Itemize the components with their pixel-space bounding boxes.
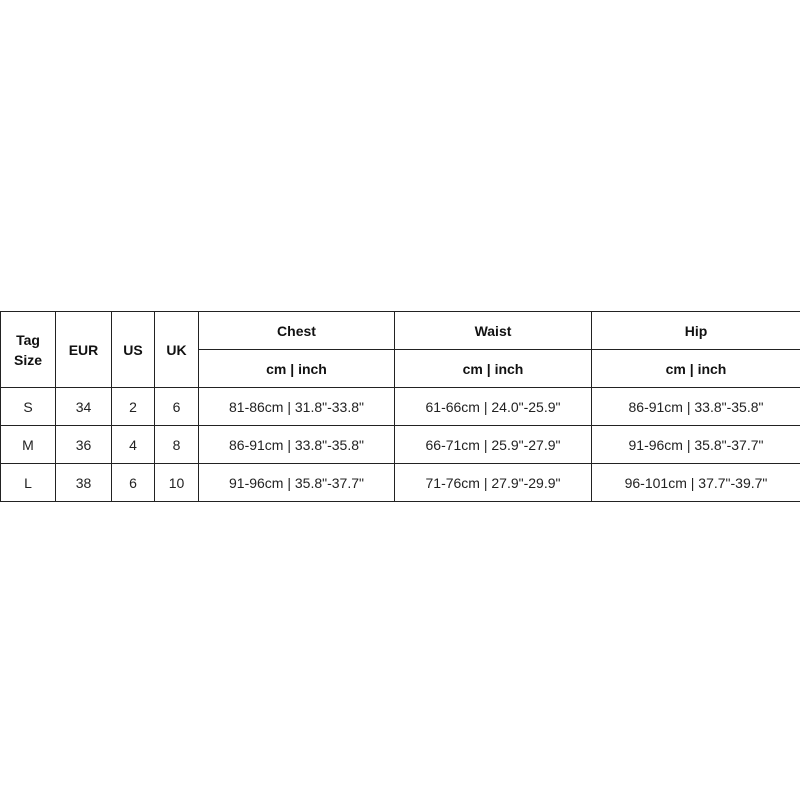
cell-hip: 96-101cm | 37.7"-39.7" [592, 464, 800, 502]
cell-waist: 61-66cm | 24.0"-25.9" [395, 388, 592, 426]
table-row [1, 426, 800, 464]
header-hip-unit: cm | inch [592, 350, 800, 388]
cell-waist: 66-71cm | 25.9"-27.9" [395, 426, 592, 464]
size-chart-table [0, 311, 800, 502]
cell-us: 6 [112, 464, 155, 502]
header-tag-size-line2: Size [13, 351, 42, 368]
header-waist-unit: cm | inch [395, 350, 592, 388]
cell-us: 2 [112, 388, 155, 426]
cell-chest: 81-86cm | 31.8"-33.8" [199, 388, 395, 426]
header-row-main [1, 312, 800, 350]
header-us: US [112, 312, 155, 388]
cell-eur: 34 [56, 388, 112, 426]
header-waist: Waist [395, 312, 592, 350]
table-body [1, 388, 800, 502]
cell-eur: 36 [56, 426, 112, 464]
cell-chest: 86-91cm | 33.8"-35.8" [199, 426, 395, 464]
header-chest: Chest [199, 312, 395, 350]
cell-hip: 91-96cm | 35.8"-37.7" [592, 426, 800, 464]
cell-tag: S [1, 388, 56, 426]
cell-waist: 71-76cm | 27.9"-29.9" [395, 464, 592, 502]
table-header [1, 312, 800, 388]
cell-us: 4 [112, 426, 155, 464]
header-hip: Hip [592, 312, 800, 350]
table-row [1, 388, 800, 426]
cell-uk: 6 [155, 388, 199, 426]
header-chest-unit: cm | inch [199, 350, 395, 388]
cell-tag: L [1, 464, 56, 502]
cell-eur: 38 [56, 464, 112, 502]
cell-uk: 10 [155, 464, 199, 502]
cell-chest: 91-96cm | 35.8"-37.7" [199, 464, 395, 502]
header-uk: UK [155, 312, 199, 388]
header-eur: EUR [56, 312, 112, 388]
cell-hip: 86-91cm | 33.8"-35.8" [592, 388, 800, 426]
header-tag-size-line1: Tag [16, 331, 40, 348]
table-row [1, 464, 800, 502]
cell-tag: M [1, 426, 56, 464]
header-tag-size [1, 312, 56, 388]
cell-uk: 8 [155, 426, 199, 464]
